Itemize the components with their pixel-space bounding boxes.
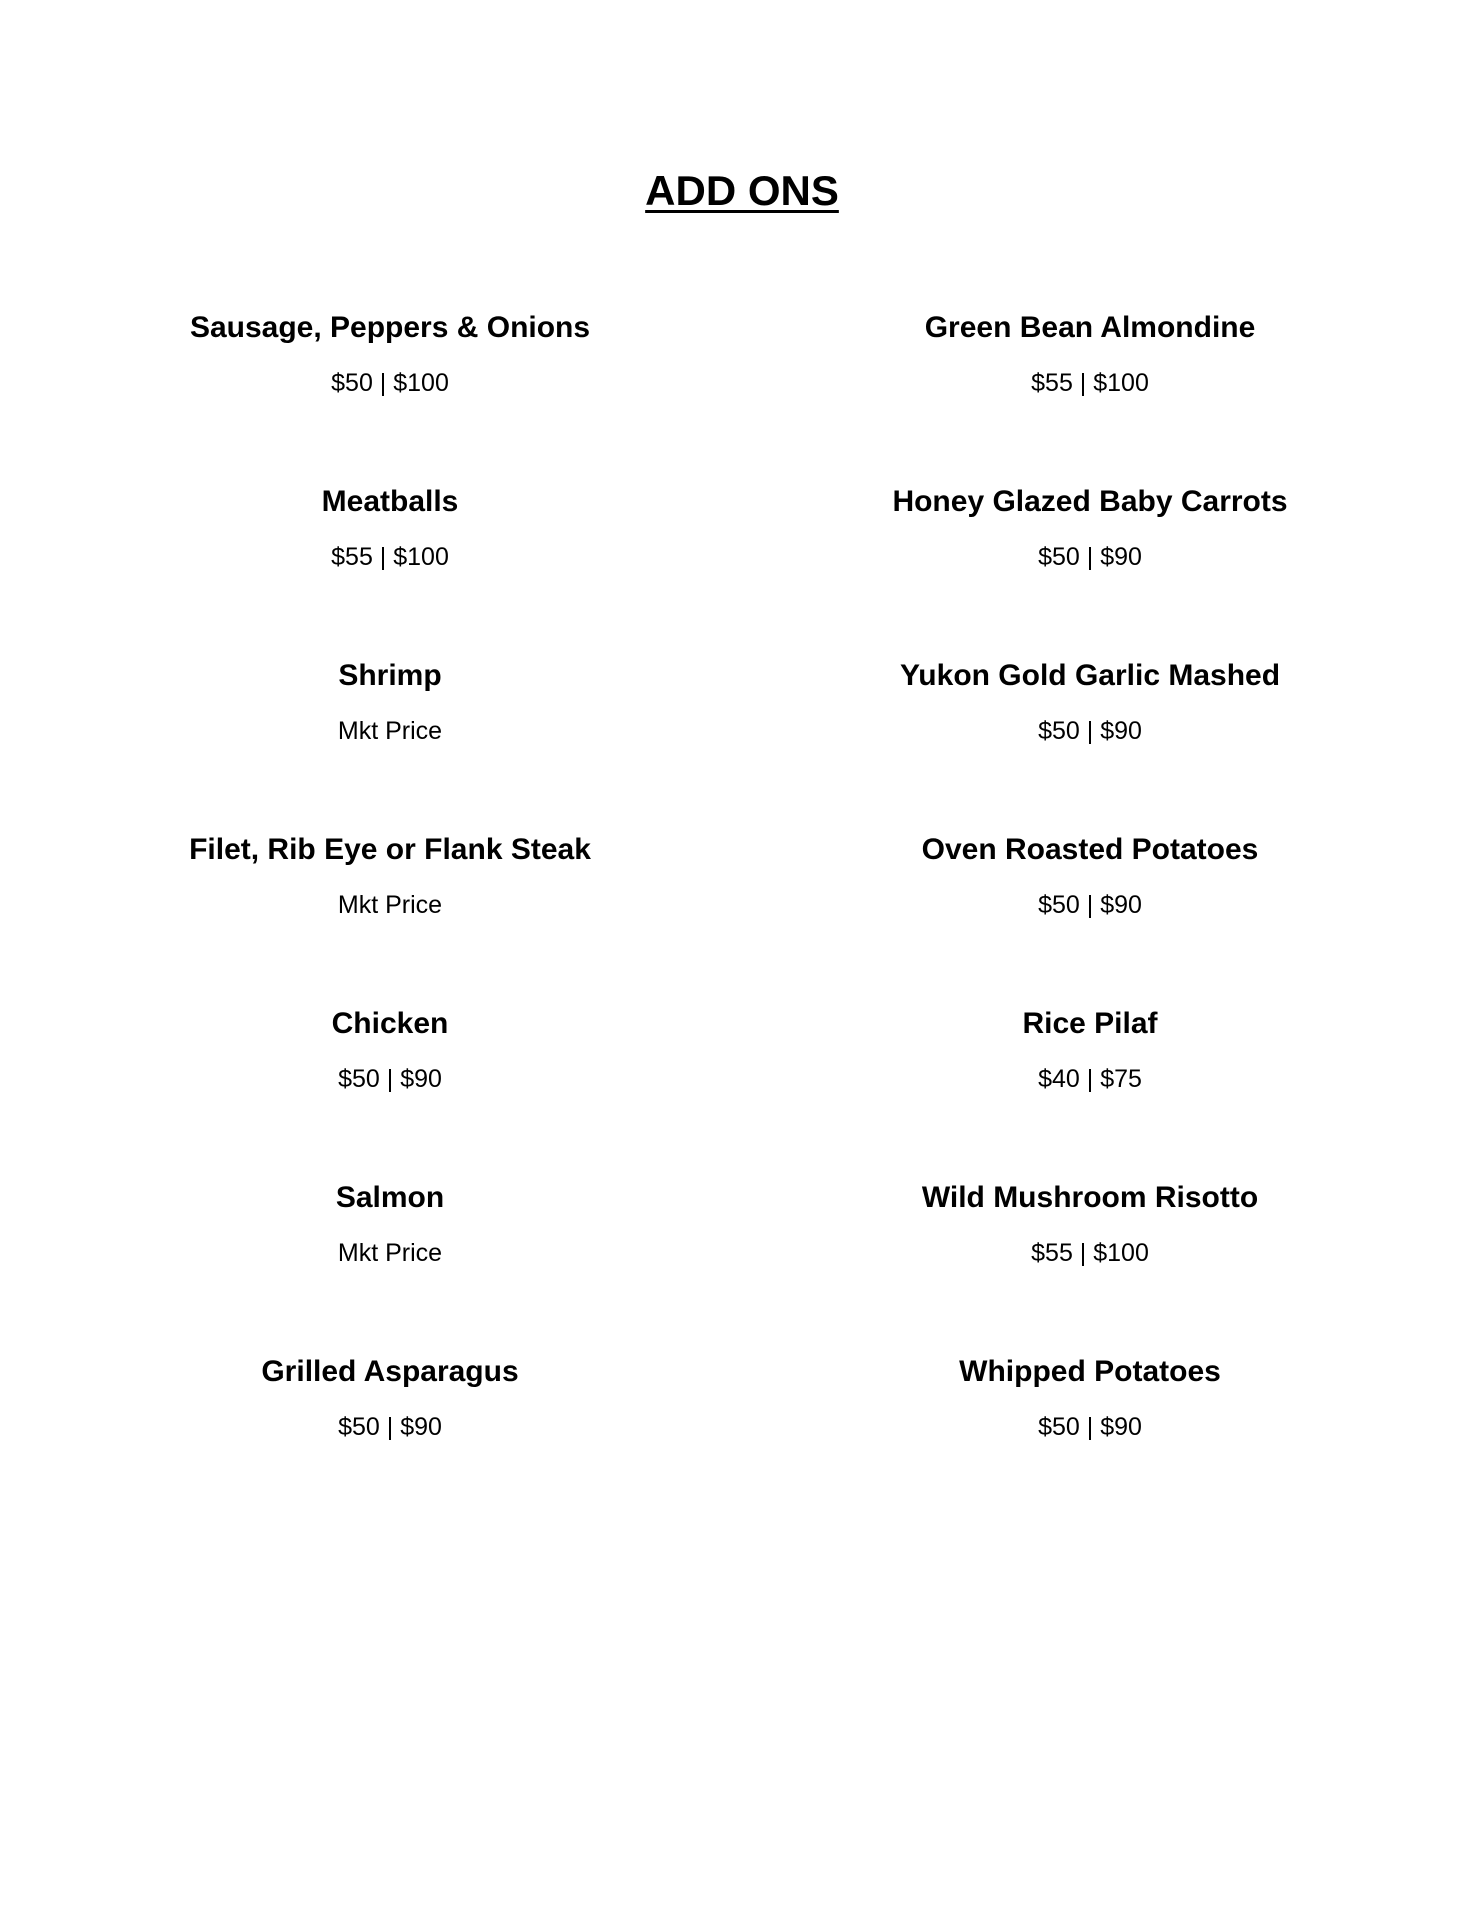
item-name: Honey Glazed Baby Carrots <box>892 485 1288 518</box>
item-price: Mkt Price <box>337 1239 443 1267</box>
item-price: $50 | $90 <box>1038 543 1142 571</box>
menu-item <box>780 1006 1400 1180</box>
menu-item <box>80 1354 700 1528</box>
item-price: $50 | $90 <box>338 1413 442 1441</box>
item-name: Salmon <box>335 1181 445 1214</box>
item-name: Whipped Potatoes <box>959 1355 1221 1388</box>
left-column <box>80 310 700 1528</box>
item-name: Rice Pilaf <box>1022 1007 1158 1040</box>
item-name: Shrimp <box>338 659 442 692</box>
menu-item <box>80 658 700 832</box>
item-name: Filet, Rib Eye or Flank Steak <box>189 833 591 866</box>
item-price: Mkt Price <box>337 717 443 745</box>
menu-item <box>780 658 1400 832</box>
item-name: Green Bean Almondine <box>924 311 1256 344</box>
menu-item <box>780 310 1400 484</box>
item-name: Chicken <box>331 1007 449 1040</box>
item-price: $40 | $75 <box>1038 1065 1142 1093</box>
menu-item <box>780 1354 1400 1528</box>
right-column <box>780 310 1400 1528</box>
menu-item <box>80 832 700 1006</box>
item-price: $50 | $100 <box>331 369 449 397</box>
menu-item <box>80 1006 700 1180</box>
item-price: $55 | $100 <box>331 543 449 571</box>
menu-item <box>780 484 1400 658</box>
page-title <box>0 167 1484 214</box>
item-price: $50 | $90 <box>1038 1413 1142 1441</box>
item-price: Mkt Price <box>337 891 443 919</box>
item-name: Grilled Asparagus <box>261 1355 519 1388</box>
menu-item <box>80 310 700 484</box>
item-name: Sausage, Peppers & Onions <box>189 311 591 344</box>
menu-item <box>80 484 700 658</box>
item-name: Yukon Gold Garlic Mashed <box>899 659 1281 692</box>
menu-item <box>780 1180 1400 1354</box>
item-name: Meatballs <box>321 485 459 518</box>
item-price: $50 | $90 <box>338 1065 442 1093</box>
menu-item <box>780 832 1400 1006</box>
item-price: $50 | $90 <box>1038 717 1142 745</box>
item-name: Oven Roasted Potatoes <box>921 833 1259 866</box>
item-price: $50 | $90 <box>1038 891 1142 919</box>
item-price: $55 | $100 <box>1031 1239 1149 1267</box>
menu-item <box>80 1180 700 1354</box>
page-title-text: ADD ONS <box>645 167 839 214</box>
item-name: Wild Mushroom Risotto <box>921 1181 1259 1214</box>
item-price: $55 | $100 <box>1031 369 1149 397</box>
